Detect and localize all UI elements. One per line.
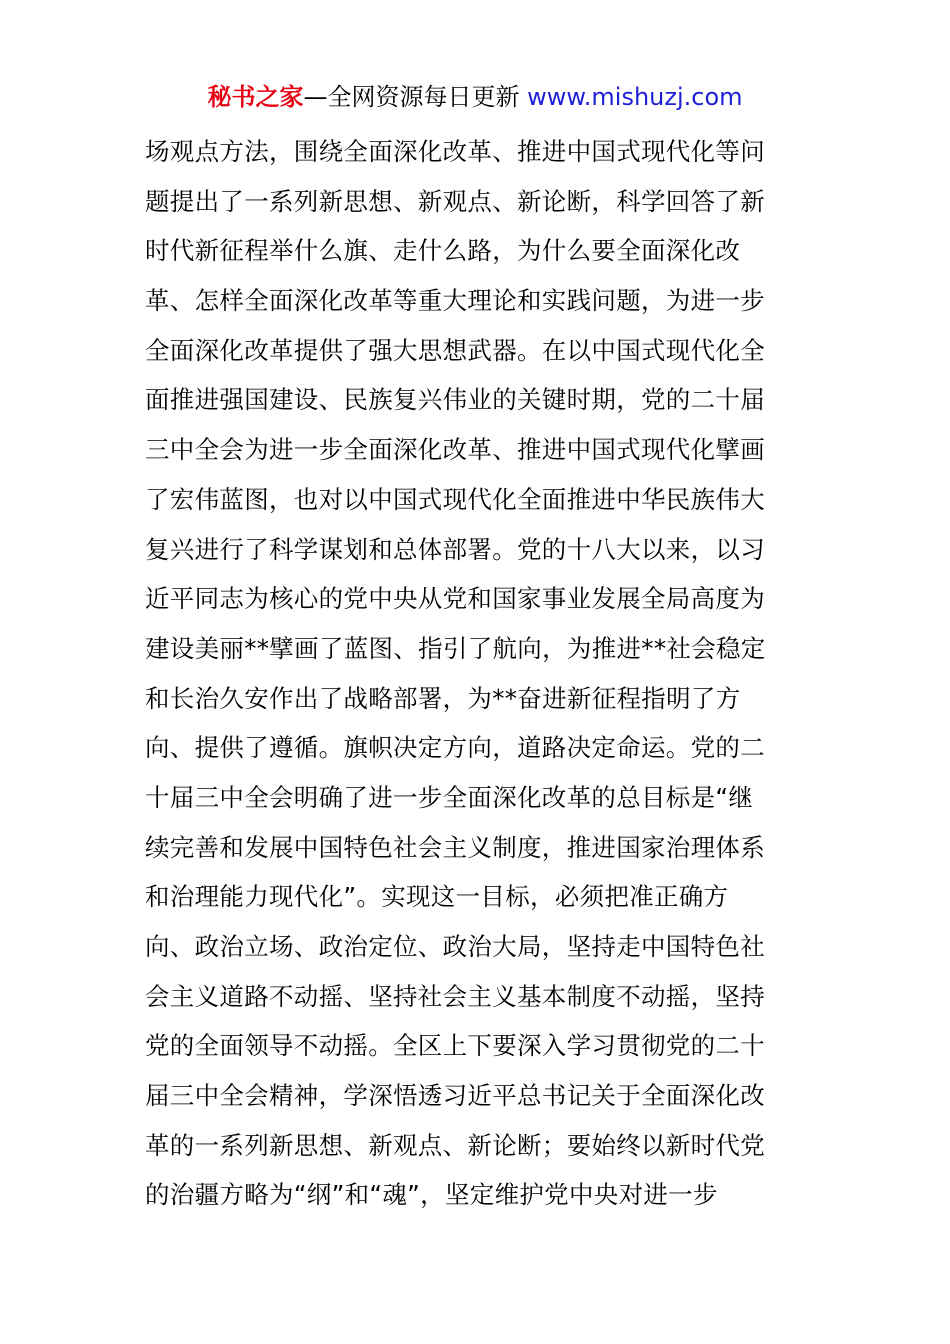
text-line: 届三中全会精神，学深悟透习近平总书记关于全面深化改	[145, 1081, 765, 1111]
text-line: 面推进强国建设、民族复兴伟业的关键时期，党的二十届	[145, 385, 765, 415]
text-line: 时代新征程举什么旗、走什么路，为什么要全面深化改	[145, 236, 741, 266]
text-line: 场观点方法，围绕全面深化改革、推进中国式现代化等问	[145, 137, 765, 166]
text-line: 的治疆方略为“纲”和“魂”，坚定维护党中央对进一步	[145, 1180, 718, 1210]
site-tagline: —全网资源每日更新	[303, 83, 520, 111]
text-line: 全面深化改革提供了强大思想武器。在以中国式现代化全	[145, 335, 765, 365]
text-line: 和长治久安作出了战略部署，为**奋进新征程指明了方	[145, 683, 741, 713]
text-line: 党的全面领导不动摇。全区上下要深入学习贯彻党的二十	[145, 1031, 765, 1061]
site-url-link[interactable]: www.mishuzj.com	[527, 83, 743, 111]
text-line: 会主义道路不动摇、坚持社会主义基本制度不动摇，坚持	[145, 981, 765, 1011]
text-line: 向、政治立场、政治定位、政治大局，坚持走中国特色社	[145, 932, 765, 961]
text-line: 革的一系列新思想、新观点、新论断；要始终以新时代党	[145, 1130, 765, 1160]
text-line: 建设美丽**擘画了蓝图、指引了航向，为推进**社会稳定	[145, 633, 766, 663]
site-header	[0, 80, 950, 114]
text-line: 革、怎样全面深化改革等重大理论和实践问题，为进一步	[145, 286, 765, 316]
text-line: 三中全会为进一步全面深化改革、推进中国式现代化擘画	[145, 435, 765, 465]
text-line: 向、提供了遵循。旗帜决定方向，道路决定命运。党的二	[145, 733, 765, 763]
site-brand: 秘书之家	[207, 83, 304, 111]
document-body	[145, 127, 815, 1220]
text-line: 和治理能力现代化”。实现这一目标，必须把准正确方	[145, 882, 729, 912]
text-line: 十届三中全会明确了进一步全面深化改革的总目标是“继	[145, 782, 754, 812]
text-line: 续完善和发展中国特色社会主义制度，推进国家治理体系	[145, 832, 765, 862]
text-line: 题提出了一系列新思想、新观点、新论断，科学回答了新	[145, 186, 765, 216]
text-line: 近平同志为核心的党中央从党和国家事业发展全局高度为	[145, 584, 765, 614]
text-line: 了宏伟蓝图，也对以中国式现代化全面推进中华民族伟大	[145, 484, 765, 514]
text-line: 复兴进行了科学谋划和总体部署。党的十八大以来，以习	[145, 534, 765, 564]
